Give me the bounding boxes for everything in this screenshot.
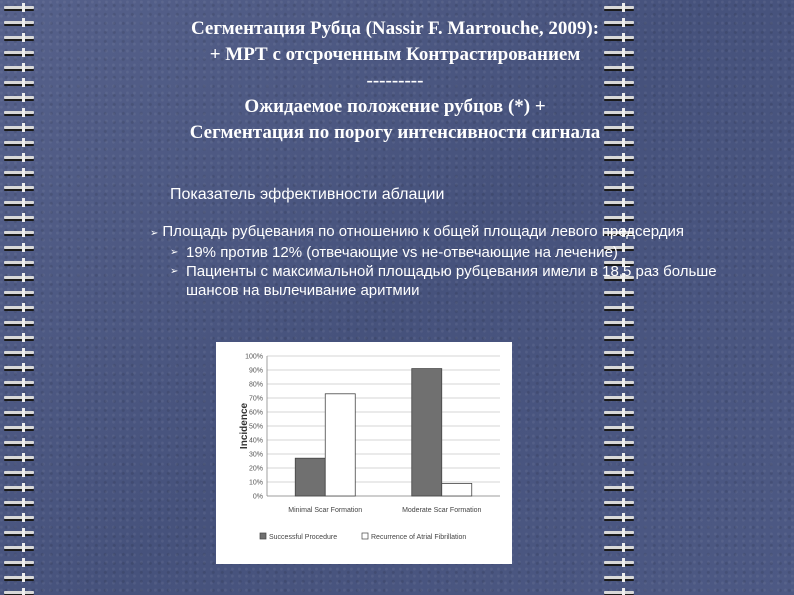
spiral-ring (4, 381, 34, 384)
spiral-hook (22, 453, 25, 462)
spiral-hook (22, 48, 25, 57)
spiral-ring-shadow (4, 69, 34, 71)
spiral-ring (4, 216, 34, 219)
spiral-ring-shadow (4, 159, 34, 161)
spiral-ring (604, 591, 634, 594)
legend-swatch (362, 533, 368, 539)
spiral-hook (22, 543, 25, 552)
spiral-hook (22, 423, 25, 432)
spiral-ring-shadow (4, 129, 34, 131)
spiral-ring (4, 501, 34, 504)
legend-label: Successful Procedure (269, 534, 338, 541)
spiral-ring (604, 396, 634, 399)
y-tick-label: 80% (248, 381, 263, 389)
spiral-ring-shadow (4, 189, 34, 191)
y-tick-label: 20% (248, 465, 263, 473)
sub-bullet-1 (150, 243, 720, 262)
sub-bullet-2 (150, 262, 720, 300)
spiral-ring-shadow (604, 564, 634, 566)
spiral-ring-shadow (604, 339, 634, 341)
spiral-hook (622, 528, 625, 537)
spiral-ring-shadow (4, 9, 34, 11)
spiral-ring-shadow (4, 384, 34, 386)
spiral-hook (22, 303, 25, 312)
spiral-ring (4, 261, 34, 264)
slide-title (130, 16, 660, 146)
spiral-ring (4, 231, 34, 234)
spiral-ring (604, 366, 634, 369)
spiral-ring-shadow (4, 264, 34, 266)
sub-bullet-1-text: 19% против 12% (отвечающие vs не-отвечающие на лечение) (186, 244, 618, 261)
spiral-hook (622, 423, 625, 432)
spiral-hook (622, 393, 625, 402)
spiral-hook (22, 588, 25, 595)
chart-panel (216, 342, 512, 564)
bar (442, 483, 472, 496)
spiral-ring-shadow (604, 159, 634, 161)
spiral-ring-shadow (604, 489, 634, 491)
spiral-ring (604, 486, 634, 489)
spiral-hook (622, 168, 625, 177)
spiral-ring-shadow (4, 339, 34, 341)
arrow-bullet-icon: ➢ (170, 266, 179, 277)
spiral-ring (4, 66, 34, 69)
spiral-hook (22, 288, 25, 297)
spiral-hook (22, 198, 25, 207)
spiral-ring (604, 546, 634, 549)
spiral-ring (4, 576, 34, 579)
spiral-ring (604, 441, 634, 444)
spiral-ring-shadow (4, 459, 34, 461)
spiral-ring (604, 426, 634, 429)
spiral-hook (22, 513, 25, 522)
spiral-ring (4, 21, 34, 24)
spiral-hook (22, 153, 25, 162)
spiral-hook (622, 573, 625, 582)
spiral-ring (4, 591, 34, 594)
spiral-hook (622, 378, 625, 387)
spiral-ring (4, 276, 34, 279)
spiral-ring (4, 336, 34, 339)
spiral-ring (4, 156, 34, 159)
spiral-ring (604, 411, 634, 414)
spiral-ring-shadow (4, 399, 34, 401)
spiral-hook (22, 18, 25, 27)
spiral-ring-shadow (4, 54, 34, 56)
spiral-ring-shadow (604, 414, 634, 416)
spiral-ring-shadow (604, 534, 634, 536)
spiral-hook (22, 213, 25, 222)
spiral-hook (22, 243, 25, 252)
spiral-hook (22, 363, 25, 372)
title-line-2: + МРТ с отсроченным Контрастированием (209, 44, 581, 65)
spiral-ring (604, 216, 634, 219)
spiral-ring-shadow (4, 489, 34, 491)
slide-subtitle: Показатель эффективности аблации (170, 186, 445, 203)
title-line-5: Сегментация по порогу интенсивности сигнала (189, 122, 601, 143)
spiral-ring (604, 171, 634, 174)
spiral-hook (22, 483, 25, 492)
spiral-ring (4, 186, 34, 189)
spiral-ring (4, 531, 34, 534)
spiral-ring (4, 441, 34, 444)
spiral-hook (22, 3, 25, 12)
spiral-ring (604, 186, 634, 189)
spiral-hook (22, 168, 25, 177)
spiral-hook (22, 228, 25, 237)
title-line-3: --------- (366, 70, 424, 91)
bar (412, 369, 442, 496)
spiral-ring-shadow (4, 519, 34, 521)
spiral-ring (604, 6, 634, 9)
spiral-ring (4, 141, 34, 144)
spiral-ring-shadow (604, 459, 634, 461)
spiral-hook (22, 528, 25, 537)
y-tick-label: 100% (245, 353, 263, 361)
spiral-hook (622, 513, 625, 522)
spiral-hook (622, 318, 625, 327)
spiral-ring (604, 456, 634, 459)
spiral-hook (622, 363, 625, 372)
spiral-ring-shadow (4, 579, 34, 581)
spiral-ring-shadow (4, 429, 34, 431)
spiral-ring-shadow (4, 564, 34, 566)
spiral-ring (604, 351, 634, 354)
spiral-hook (622, 333, 625, 342)
spiral-hook (22, 558, 25, 567)
spiral-ring (4, 81, 34, 84)
spiral-hook (622, 213, 625, 222)
x-tick-label: Minimal Scar Formation (288, 507, 363, 514)
y-tick-label: 0% (252, 493, 263, 501)
spiral-ring-shadow (4, 39, 34, 41)
sub-bullet-2-text: Пациенты с максимальной площадью рубцевания имели в 18,5 раз больше шансов на вылечивание аритмии (186, 263, 717, 299)
spiral-hook (22, 573, 25, 582)
spiral-hook (622, 348, 625, 357)
spiral-hook (622, 3, 625, 12)
spiral-hook (22, 498, 25, 507)
spiral-hook (622, 408, 625, 417)
spiral-ring-shadow (604, 309, 634, 311)
spiral-ring-shadow (604, 549, 634, 551)
arrow-bullet-icon: ➢ (170, 247, 179, 258)
spiral-ring-shadow (604, 324, 634, 326)
spiral-hook (22, 93, 25, 102)
spiral-ring (4, 456, 34, 459)
spiral-ring-shadow (4, 549, 34, 551)
spiral-hook (22, 438, 25, 447)
spiral-ring-shadow (604, 174, 634, 176)
spiral-ring-shadow (604, 384, 634, 386)
spiral-ring-shadow (604, 204, 634, 206)
spiral-ring (4, 411, 34, 414)
spiral-ring-shadow (4, 369, 34, 371)
spiral-ring (4, 396, 34, 399)
spiral-ring (4, 111, 34, 114)
spiral-hook (622, 438, 625, 447)
spiral-ring (4, 486, 34, 489)
bullet-main (150, 222, 720, 243)
spiral-hook (22, 273, 25, 282)
spiral-ring (604, 321, 634, 324)
spiral-hook (22, 318, 25, 327)
spiral-hook (22, 183, 25, 192)
spiral-ring-shadow (604, 399, 634, 401)
spiral-hook (22, 348, 25, 357)
spiral-ring-shadow (4, 474, 34, 476)
bar (325, 394, 355, 496)
spiral-hook (622, 468, 625, 477)
spiral-ring (604, 501, 634, 504)
spiral-ring (604, 336, 634, 339)
spiral-ring (4, 6, 34, 9)
title-line-4: Ожидаемое положение рубцов (*) + (244, 96, 546, 117)
spiral-ring-shadow (604, 504, 634, 506)
spiral-hook (622, 498, 625, 507)
spiral-ring (604, 201, 634, 204)
spiral-hook (622, 183, 625, 192)
bullet-list (150, 222, 720, 300)
spiral-ring-shadow (604, 354, 634, 356)
spiral-ring-shadow (4, 219, 34, 221)
spiral-ring (604, 471, 634, 474)
legend-label: Recurrence of Atrial Fibrillation (371, 534, 467, 541)
spiral-hook (622, 453, 625, 462)
spiral-ring-shadow (4, 249, 34, 251)
title-line-1: Сегментация Рубца (Nassir F. Marrouche, 2009): (190, 18, 600, 39)
spiral-ring (604, 381, 634, 384)
spiral-hook (622, 483, 625, 492)
y-tick-label: 60% (248, 409, 263, 417)
spiral-ring (604, 516, 634, 519)
spiral-ring-shadow (604, 519, 634, 521)
spiral-ring-shadow (604, 579, 634, 581)
spiral-hook (622, 543, 625, 552)
spiral-hook (22, 108, 25, 117)
spiral-hook (22, 408, 25, 417)
spiral-ring (4, 426, 34, 429)
spiral-ring-shadow (4, 309, 34, 311)
y-tick-label: 40% (248, 437, 263, 445)
x-tick-label: Moderate Scar Formation (402, 507, 482, 514)
spiral-ring (4, 321, 34, 324)
spiral-ring (4, 351, 34, 354)
spiral-ring (4, 36, 34, 39)
spiral-ring-shadow (4, 279, 34, 281)
spiral-hook (22, 138, 25, 147)
spiral-ring (4, 201, 34, 204)
spiral-ring (604, 156, 634, 159)
spiral-ring-shadow (4, 174, 34, 176)
spiral-hook (622, 303, 625, 312)
spiral-ring-shadow (4, 354, 34, 356)
spiral-ring (604, 531, 634, 534)
spiral-ring (4, 546, 34, 549)
spiral-ring-shadow (4, 84, 34, 86)
spiral-ring (4, 471, 34, 474)
spiral-ring (4, 96, 34, 99)
y-tick-label: 90% (248, 367, 263, 375)
spiral-ring-shadow (4, 99, 34, 101)
spiral-hook (22, 78, 25, 87)
spiral-ring-shadow (4, 294, 34, 296)
spiral-hook (22, 468, 25, 477)
spiral-ring (604, 561, 634, 564)
spiral-ring-shadow (604, 429, 634, 431)
spiral-hook (622, 558, 625, 567)
spiral-hook (22, 63, 25, 72)
spiral-ring-shadow (4, 504, 34, 506)
spiral-hook (622, 588, 625, 595)
arrow-bullet-icon: ➢ (150, 228, 159, 239)
spiral-ring-shadow (604, 219, 634, 221)
spiral-ring (4, 306, 34, 309)
spiral-ring-shadow (604, 189, 634, 191)
spiral-ring (604, 576, 634, 579)
spiral-ring (4, 246, 34, 249)
spiral-ring-shadow (4, 324, 34, 326)
y-tick-label: 50% (248, 423, 263, 431)
spiral-ring-shadow (4, 24, 34, 26)
spiral-hook (22, 258, 25, 267)
bar-chart (216, 342, 512, 564)
y-tick-label: 30% (248, 451, 263, 459)
spiral-ring (4, 291, 34, 294)
spiral-hook (622, 153, 625, 162)
y-tick-label: 70% (248, 395, 263, 403)
spiral-hook (22, 393, 25, 402)
spiral-ring-shadow (604, 474, 634, 476)
spiral-ring-shadow (604, 9, 634, 11)
y-axis-label: Incidence (239, 402, 250, 450)
spiral-ring-shadow (604, 369, 634, 371)
spiral-ring-shadow (4, 234, 34, 236)
spiral-ring-shadow (604, 444, 634, 446)
spiral-ring (4, 51, 34, 54)
spiral-ring-shadow (4, 144, 34, 146)
spiral-hook (22, 33, 25, 42)
bar (295, 458, 325, 496)
spiral-ring (604, 306, 634, 309)
spiral-ring (4, 171, 34, 174)
spiral-ring-shadow (4, 204, 34, 206)
spiral-ring (4, 366, 34, 369)
spiral-ring (4, 561, 34, 564)
spiral-hook (22, 378, 25, 387)
y-tick-label: 10% (248, 479, 263, 487)
spiral-ring (4, 126, 34, 129)
spiral-ring-shadow (4, 444, 34, 446)
spiral-hook (622, 198, 625, 207)
spiral-ring (4, 516, 34, 519)
spiral-hook (22, 123, 25, 132)
spiral-ring-shadow (4, 414, 34, 416)
spiral-ring-shadow (4, 534, 34, 536)
spiral-binding-left (0, 0, 40, 595)
spiral-ring-shadow (4, 114, 34, 116)
legend-swatch (260, 533, 266, 539)
spiral-hook (22, 333, 25, 342)
bullet-main-text: Площадь рубцевания по отношению к общей площади левого предсердия (162, 223, 685, 240)
